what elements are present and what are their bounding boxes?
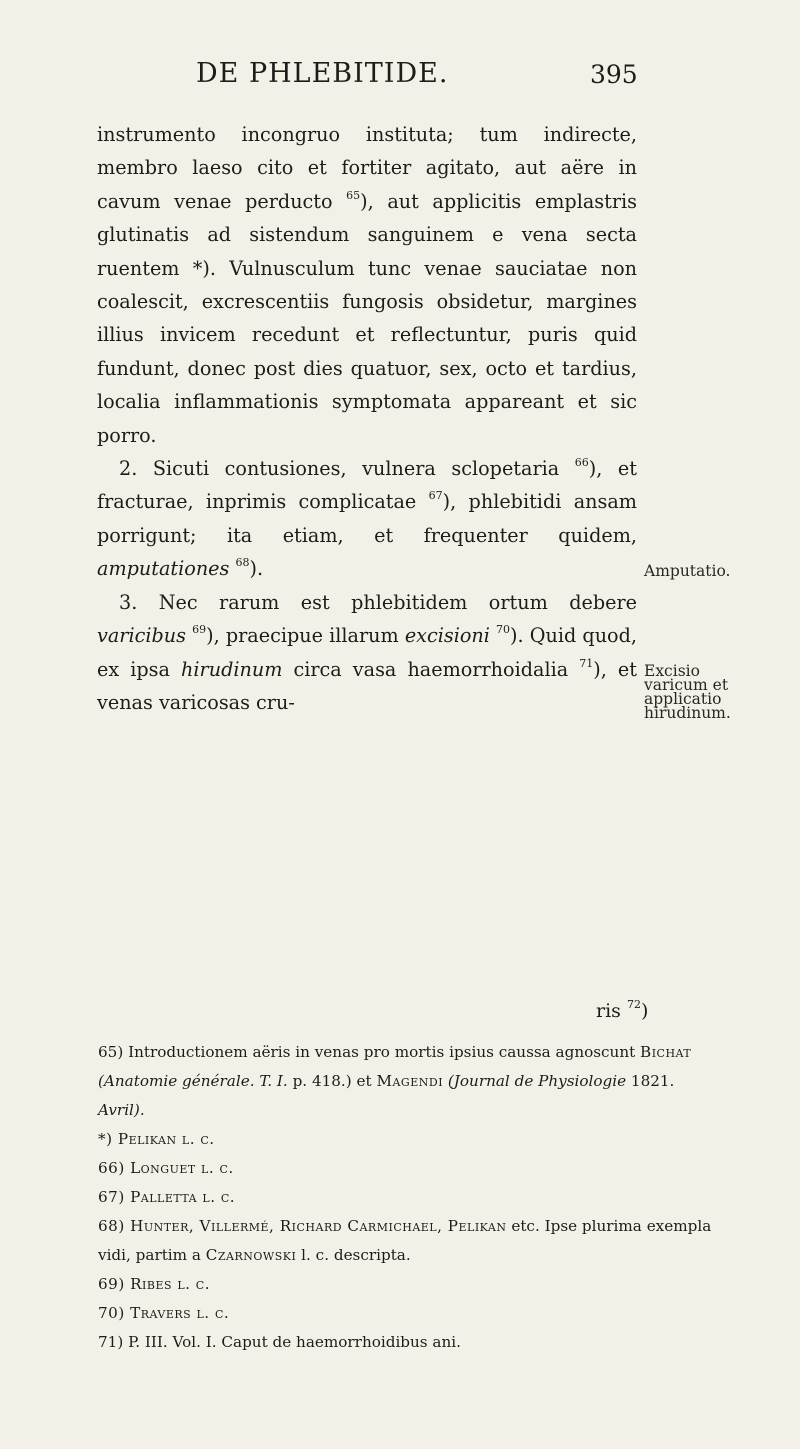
footnote-ref-69: 69 [192, 623, 207, 637]
running-head: DE PHLEBITIDE. [196, 58, 449, 89]
footnote-68: 68) Hunter, Villermé, Richard Carmichael, Pelikan etc. Ipse plurima exempla vidi, partim a Czarnowski l. c. descripta. [98, 1217, 712, 1264]
footnote-69: 69) Ribes l. c. [98, 1275, 211, 1293]
footnote-ref-70: 70 [496, 623, 511, 637]
footnote-70: 70) Travers l. c. [98, 1304, 230, 1322]
main-text [97, 118, 637, 719]
margin-note-amputatio: Amputatio. [644, 562, 731, 580]
footnote-star: *) Pelikan l. c. [98, 1130, 215, 1148]
footnote-67: 67) Palletta l. c. [98, 1188, 236, 1206]
margin-note-excisio: Excisio varicum et applicatio hirudinum. [644, 662, 731, 722]
footnotes [98, 1038, 718, 1357]
footnote-ref-66: 66 [574, 456, 589, 470]
paragraph-1: instrumento incongruo instituta; tum indirecte, membro laeso cito et fortiter agitato, aut aëre in cavum venae perducto $^{65}$), aut applicitis emplastris glutinatis ad sistendum sanguinem e vena secta ruentem *). Vulnusculum tunc venae sauciatae non coalescit, excrescentiis fungosis obsidetur, margines illius invicem recedunt et reflectuntur, puris quid fundunt, donec post dies quatuor, sex, octo et tardius, localia inflammationis symptomata appareant et sic porro. [97, 123, 637, 447]
footnote-65: 65) Introductionem aëris in venas pro mortis ipsius caussa agnoscunt Bichat (Anatomie générale. T. I. p. 418.) et Magendi (Journal de Physiologie 1821. Avril). [98, 1043, 692, 1119]
paragraph-3: 3. Nec rarum est phlebitidem ortum debere varicibus $^{69}$), praecipue illarum excisioni $^{70}$). Quid quod, ex ipsa hirudinum circa vasa haemorrhoidalia $^{71}$), et venas varicosas cru- [97, 590, 637, 714]
footnote-ref-65: 65 [346, 188, 361, 202]
footnote-66: 66) Longuet l. c. [98, 1159, 234, 1177]
footnote-ref-67: 67 [428, 489, 443, 503]
footnote-ref-68: 68 [235, 556, 250, 570]
page-header [0, 58, 800, 98]
footnote-71: 71) P. III. Vol. I. Caput de haemorrhoidibus ani. [98, 1333, 461, 1351]
footnote-ref-71: 71 [579, 656, 594, 670]
catchword: ris $^{72}$) [596, 998, 649, 1022]
page-number: 395 [590, 60, 638, 89]
paragraph-2: 2. Sicuti contusiones, vulnera sclopetaria $^{66}$), et fracturae, inprimis complicatae $^{67}$), phlebitidi ansam porrigunt; ita etiam, et frequenter quidem, amputationes $^{68}$). [97, 456, 637, 581]
